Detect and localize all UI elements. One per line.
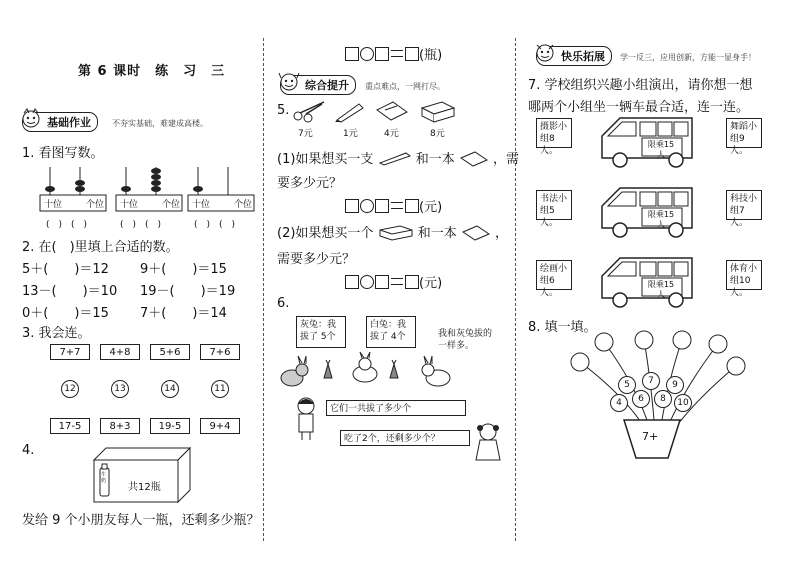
section-banner-extension [536, 46, 612, 66]
bus-2-capacity: 限乘15人 [647, 210, 675, 229]
answer-box[interactable] [405, 275, 419, 289]
notebook-icon [375, 100, 409, 122]
q3-number-circle-4[interactable]: 11 [211, 380, 229, 398]
abacus-2-answer: ( ) ( ) [120, 220, 162, 230]
operator-circle[interactable] [360, 199, 374, 213]
question-4-text: 发给 9 个小朋友每人一瓶，还剩多少瓶？ [22, 513, 260, 528]
q2-row-2-left: 13－( )＝10 [22, 284, 118, 299]
abacus-3-ones-label: 个位 [233, 200, 252, 210]
section-banner-comprehensive [280, 75, 356, 95]
q3-bottom-card-2[interactable]: 8+3 [100, 418, 140, 434]
question-7-line-2: 哪两个小组坐一辆车最合适，连一连。 [528, 100, 750, 115]
notebook-icon [461, 224, 491, 240]
unit-label: (元) [419, 276, 443, 291]
section-banner-label: 基础作业 [47, 116, 91, 129]
pencil-case-icon [378, 224, 414, 240]
carrot-icon [322, 360, 334, 380]
column-divider-2 [515, 38, 516, 541]
unit-label: (元) [419, 200, 443, 215]
answer-box[interactable] [375, 275, 389, 289]
unit-label: (瓶) [419, 48, 443, 63]
price-scissors: 7元 [298, 129, 313, 139]
price-notebook: 4元 [384, 129, 399, 139]
flower-pot-label: 7+ [642, 430, 659, 443]
q3-bottom-card-1[interactable]: 17-5 [50, 418, 90, 434]
q3-top-card-4[interactable]: 7+6 [200, 344, 240, 360]
milk-box-label: 共12瓶 [128, 482, 161, 493]
question-5-1-tail: 要多少元？ [277, 176, 343, 191]
answer-box[interactable] [405, 47, 419, 61]
pencil-case-icon [420, 100, 456, 122]
q3-bottom-card-4[interactable]: 9+4 [200, 418, 240, 434]
q2-row-3-right: 7＋( )＝14 [140, 306, 227, 321]
operator-circle[interactable] [360, 47, 374, 61]
group-card-dance[interactable]: 舞蹈小组9人。 [726, 118, 762, 148]
balloon-8[interactable]: 8 [654, 390, 672, 408]
cartoon-mascot-icon [533, 41, 557, 67]
answer-box[interactable] [345, 47, 359, 61]
answer-box[interactable] [345, 275, 359, 289]
question-5-2-tail: 需要多少元？ [277, 252, 356, 267]
answer-box[interactable] [405, 199, 419, 213]
speech-bubble-grey-rabbit: 灰兔：我拔了 5个 [296, 316, 346, 348]
q2-row-1-left: 5＋( )＝12 [22, 262, 109, 277]
white-rabbit-illustration [345, 352, 385, 384]
question-4: 4. [22, 443, 35, 458]
notebook-icon [459, 150, 489, 166]
answer-box[interactable] [375, 47, 389, 61]
section-tip: 不夯实基础，难建成高楼。 [112, 119, 208, 128]
grey-rabbit-illustration [278, 356, 318, 388]
section-banner-label: 快乐拓展 [561, 50, 605, 63]
column-divider-1 [263, 38, 264, 541]
speech-bubble-question: 它们一共拔了多少个 [326, 400, 466, 416]
q3-top-card-3[interactable]: 5+6 [150, 344, 190, 360]
question-6: 6. [277, 296, 290, 311]
abacus-1-tens-label: 十位 [44, 200, 63, 210]
speech-third-rabbit: 我和灰兔拔的一样多。 [438, 329, 493, 351]
abacus-3-answer: ( ) ( ) [194, 220, 236, 230]
question-3: 3. 我会连。 [22, 326, 91, 341]
scissors-icon [292, 100, 326, 122]
lesson-title: 第 6 课时 练 习 三 [78, 64, 226, 79]
q3-bottom-card-3[interactable]: 19-5 [150, 418, 190, 434]
equation-template-5-1 [345, 196, 442, 215]
section-tip: 重点难点，一网打尽。 [365, 82, 445, 91]
equation-template-5-2 [345, 272, 442, 291]
abacus-2-tens-label: 十位 [120, 200, 139, 210]
q2-row-3-left: 0＋( )＝15 [22, 306, 109, 321]
section-tip: 学一反三，应用创新，方能一显身手！ [620, 53, 756, 62]
pencil-icon [335, 102, 365, 122]
child-boy-illustration [292, 396, 320, 442]
abacus-2-ones-label: 个位 [161, 200, 180, 210]
balloon-10[interactable]: 10 [674, 394, 692, 412]
question-5-2: (2)如果想买一个 和一本 ， [277, 226, 509, 241]
third-rabbit-illustration [418, 356, 458, 388]
equals-sign [391, 278, 403, 285]
abacus-1-ones-label: 个位 [85, 200, 104, 210]
q2-row-2-right: 19－( )＝19 [140, 284, 236, 299]
q3-top-card-1[interactable]: 7+7 [50, 344, 90, 360]
cartoon-mascot-icon [19, 107, 43, 133]
balloon-7[interactable]: 7 [642, 372, 660, 390]
answer-box[interactable] [375, 199, 389, 213]
group-card-painting[interactable]: 绘画小组6人。 [536, 260, 572, 290]
pencil-icon [378, 151, 412, 165]
question-7-line-1: 7. 学校组织兴趣小组演出，请你想一想 [528, 78, 753, 93]
child-girl-illustration [474, 422, 502, 468]
q3-number-circle-1[interactable]: 12 [61, 380, 79, 398]
group-card-calligraphy[interactable]: 书法小组5人。 [536, 190, 572, 220]
section-banner-label: 综合提升 [305, 79, 349, 92]
section-banner-basic [22, 112, 98, 132]
speech-bubble-white-rabbit: 白兔：我拔了 4个 [366, 316, 416, 348]
question-2: 2. 在( )里填上合适的数。 [22, 240, 179, 255]
question-5-1: (1)如果想买一支 和一本 ，需 [277, 152, 520, 167]
operator-circle[interactable] [360, 275, 374, 289]
group-card-photography[interactable]: 摄影小组8人。 [536, 118, 572, 148]
bus-3-capacity: 限乘15人 [647, 280, 675, 299]
q3-top-card-2[interactable]: 4+8 [100, 344, 140, 360]
group-card-science[interactable]: 科技小组7人。 [726, 190, 762, 220]
balloon-4[interactable]: 4 [610, 394, 628, 412]
question-5: 5. [277, 103, 290, 118]
equals-sign [391, 50, 403, 57]
q3-number-circle-2[interactable]: 13 [111, 380, 129, 398]
balloon-6[interactable]: 6 [632, 390, 650, 408]
balloon-9[interactable]: 9 [666, 376, 684, 394]
equals-sign [391, 202, 403, 209]
abacus-3-tens-label: 十位 [192, 200, 211, 210]
price-pencil: 1元 [343, 129, 358, 139]
equation-template-top [345, 44, 442, 63]
price-pencil-case: 8元 [430, 129, 445, 139]
question-8: 8. 填一填。 [528, 320, 597, 335]
speech-bubble-remaining: 吃了2个，还剩多少个？ [340, 430, 470, 446]
q3-number-circle-3[interactable]: 14 [161, 380, 179, 398]
cartoon-mascot-icon [277, 70, 301, 96]
answer-box[interactable] [345, 199, 359, 213]
question-1: 1. 看图写数。 [22, 146, 104, 161]
q2-row-1-right: 9＋( )＝15 [140, 262, 227, 277]
milk-bottle-label: 牛奶 [101, 472, 107, 484]
bus-1-capacity: 限乘15人 [647, 140, 675, 159]
carrot-icon [388, 360, 400, 380]
balloon-5[interactable]: 5 [618, 376, 636, 394]
group-card-sports[interactable]: 体育小组10人。 [726, 260, 762, 290]
abacus-1-answer: ( ) ( ) [46, 220, 88, 230]
